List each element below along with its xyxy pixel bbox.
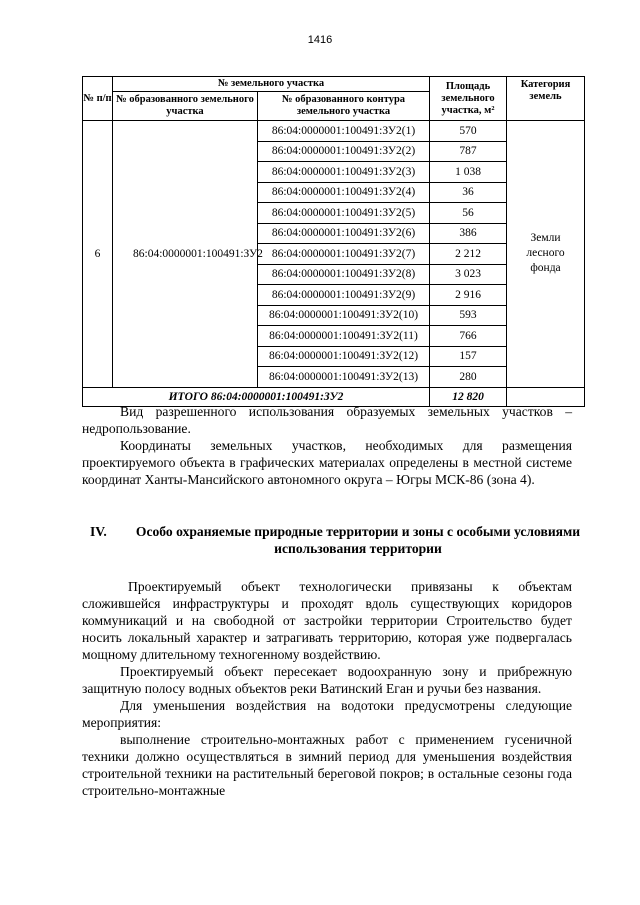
paragraph: Проектируемый объект технологически привязаны к объектам сложившейся инфраструктуры и проходят вдоль существующих коридоров коммуникаций и на свободной от застройки территории Строительство будет носить локальный характер и затрагивать территорию, которая уже подвергалась мощному длительному техногенному воздействию. [82, 579, 572, 662]
contour-area: 2 212 [430, 244, 507, 265]
section-heading [82, 523, 584, 557]
header-num: № п/п [83, 77, 113, 121]
paragraph: выполнение строительно-монтажных работ с применением гусеничной техники должно осуществляться в зимний период для уменьшения воздействия строительной техники на растительный береговой покров; в остальные сезоны года строительно-монтажные [82, 732, 572, 798]
contour-id: 86:04:0000001:100491:ЗУ2(4) [258, 182, 430, 203]
contour-id: 86:04:0000001:100491:ЗУ2(5) [258, 203, 430, 224]
contour-id: 86:04:0000001:100491:ЗУ2(1) [258, 121, 430, 142]
section-title: Особо охраняемые природные территории и зоны с особыми условиями использования территории [135, 524, 581, 556]
row-number: 6 [83, 121, 113, 388]
contour-area: 157 [430, 346, 507, 367]
contour-id: 86:04:0000001:100491:ЗУ2(9) [258, 285, 430, 306]
header-area: Площадь земельного участка, м² [430, 77, 507, 121]
header-category: Категория земель [507, 77, 585, 121]
header-formed-plot: № образованного земельного участка [113, 92, 258, 121]
contour-area: 56 [430, 203, 507, 224]
page-number: 1416 [307, 34, 333, 46]
contour-area: 280 [430, 367, 507, 388]
contour-id: 86:04:0000001:100491:ЗУ2(12) [258, 346, 430, 367]
contour-id: 86:04:0000001:100491:ЗУ2(13) [258, 367, 430, 388]
land-plots-table [82, 76, 585, 407]
contour-area: 1 038 [430, 162, 507, 183]
contour-area: 570 [430, 121, 507, 142]
text-block-2 [82, 578, 572, 799]
total-area: 12 820 [430, 387, 507, 406]
paragraph: Координаты земельных участков, необходимых для размещения проектируемого объекта в графических материалах определены в местной системе координат Ханты-Мансийского автономного округа – Югры МСК-86 (зона 4). [82, 438, 572, 487]
total-label: ИТОГО 86:04:0000001:100491:ЗУ2 [83, 387, 430, 406]
contour-id: 86:04:0000001:100491:ЗУ2(6) [258, 223, 430, 244]
contour-id: 86:04:0000001:100491:ЗУ2(3) [258, 162, 430, 183]
contour-area: 386 [430, 223, 507, 244]
paragraph: Для уменьшения воздействия на водотоки предусмотрены следующие мероприятия: [82, 698, 572, 730]
section-number: IV. [90, 524, 107, 539]
contour-area: 593 [430, 305, 507, 326]
contour-area: 766 [430, 326, 507, 347]
table-row [83, 121, 585, 142]
land-category: Земли лесного фонда [507, 121, 585, 388]
contour-area: 787 [430, 141, 507, 162]
contour-id: 86:04:0000001:100491:ЗУ2(8) [258, 264, 430, 285]
contour-id: 86:04:0000001:100491:ЗУ2(2) [258, 141, 430, 162]
contour-area: 2 916 [430, 285, 507, 306]
formed-plot-id: 86:04:0000001:100491:ЗУ2 [113, 121, 258, 388]
paragraph: Проектируемый объект пересекает водоохранную зону и прибрежную защитную полосу водных объектов реки Ватинский Еган и ручьи без названия. [82, 664, 572, 696]
contour-area: 36 [430, 182, 507, 203]
paragraph: Вид разрешенного использования образуемых земельных участков – недропользование. [82, 404, 572, 436]
contour-id: 86:04:0000001:100491:ЗУ2(11) [258, 326, 430, 347]
contour-id: 86:04:0000001:100491:ЗУ2(7) [258, 244, 430, 265]
header-formed-contour: № образованного контура земельного участка [258, 92, 430, 121]
contour-id: 86:04:0000001:100491:ЗУ2(10) [258, 305, 430, 326]
header-land-plot: № земельного участка [113, 77, 430, 92]
contour-area: 3 023 [430, 264, 507, 285]
text-block-1 [82, 403, 572, 488]
